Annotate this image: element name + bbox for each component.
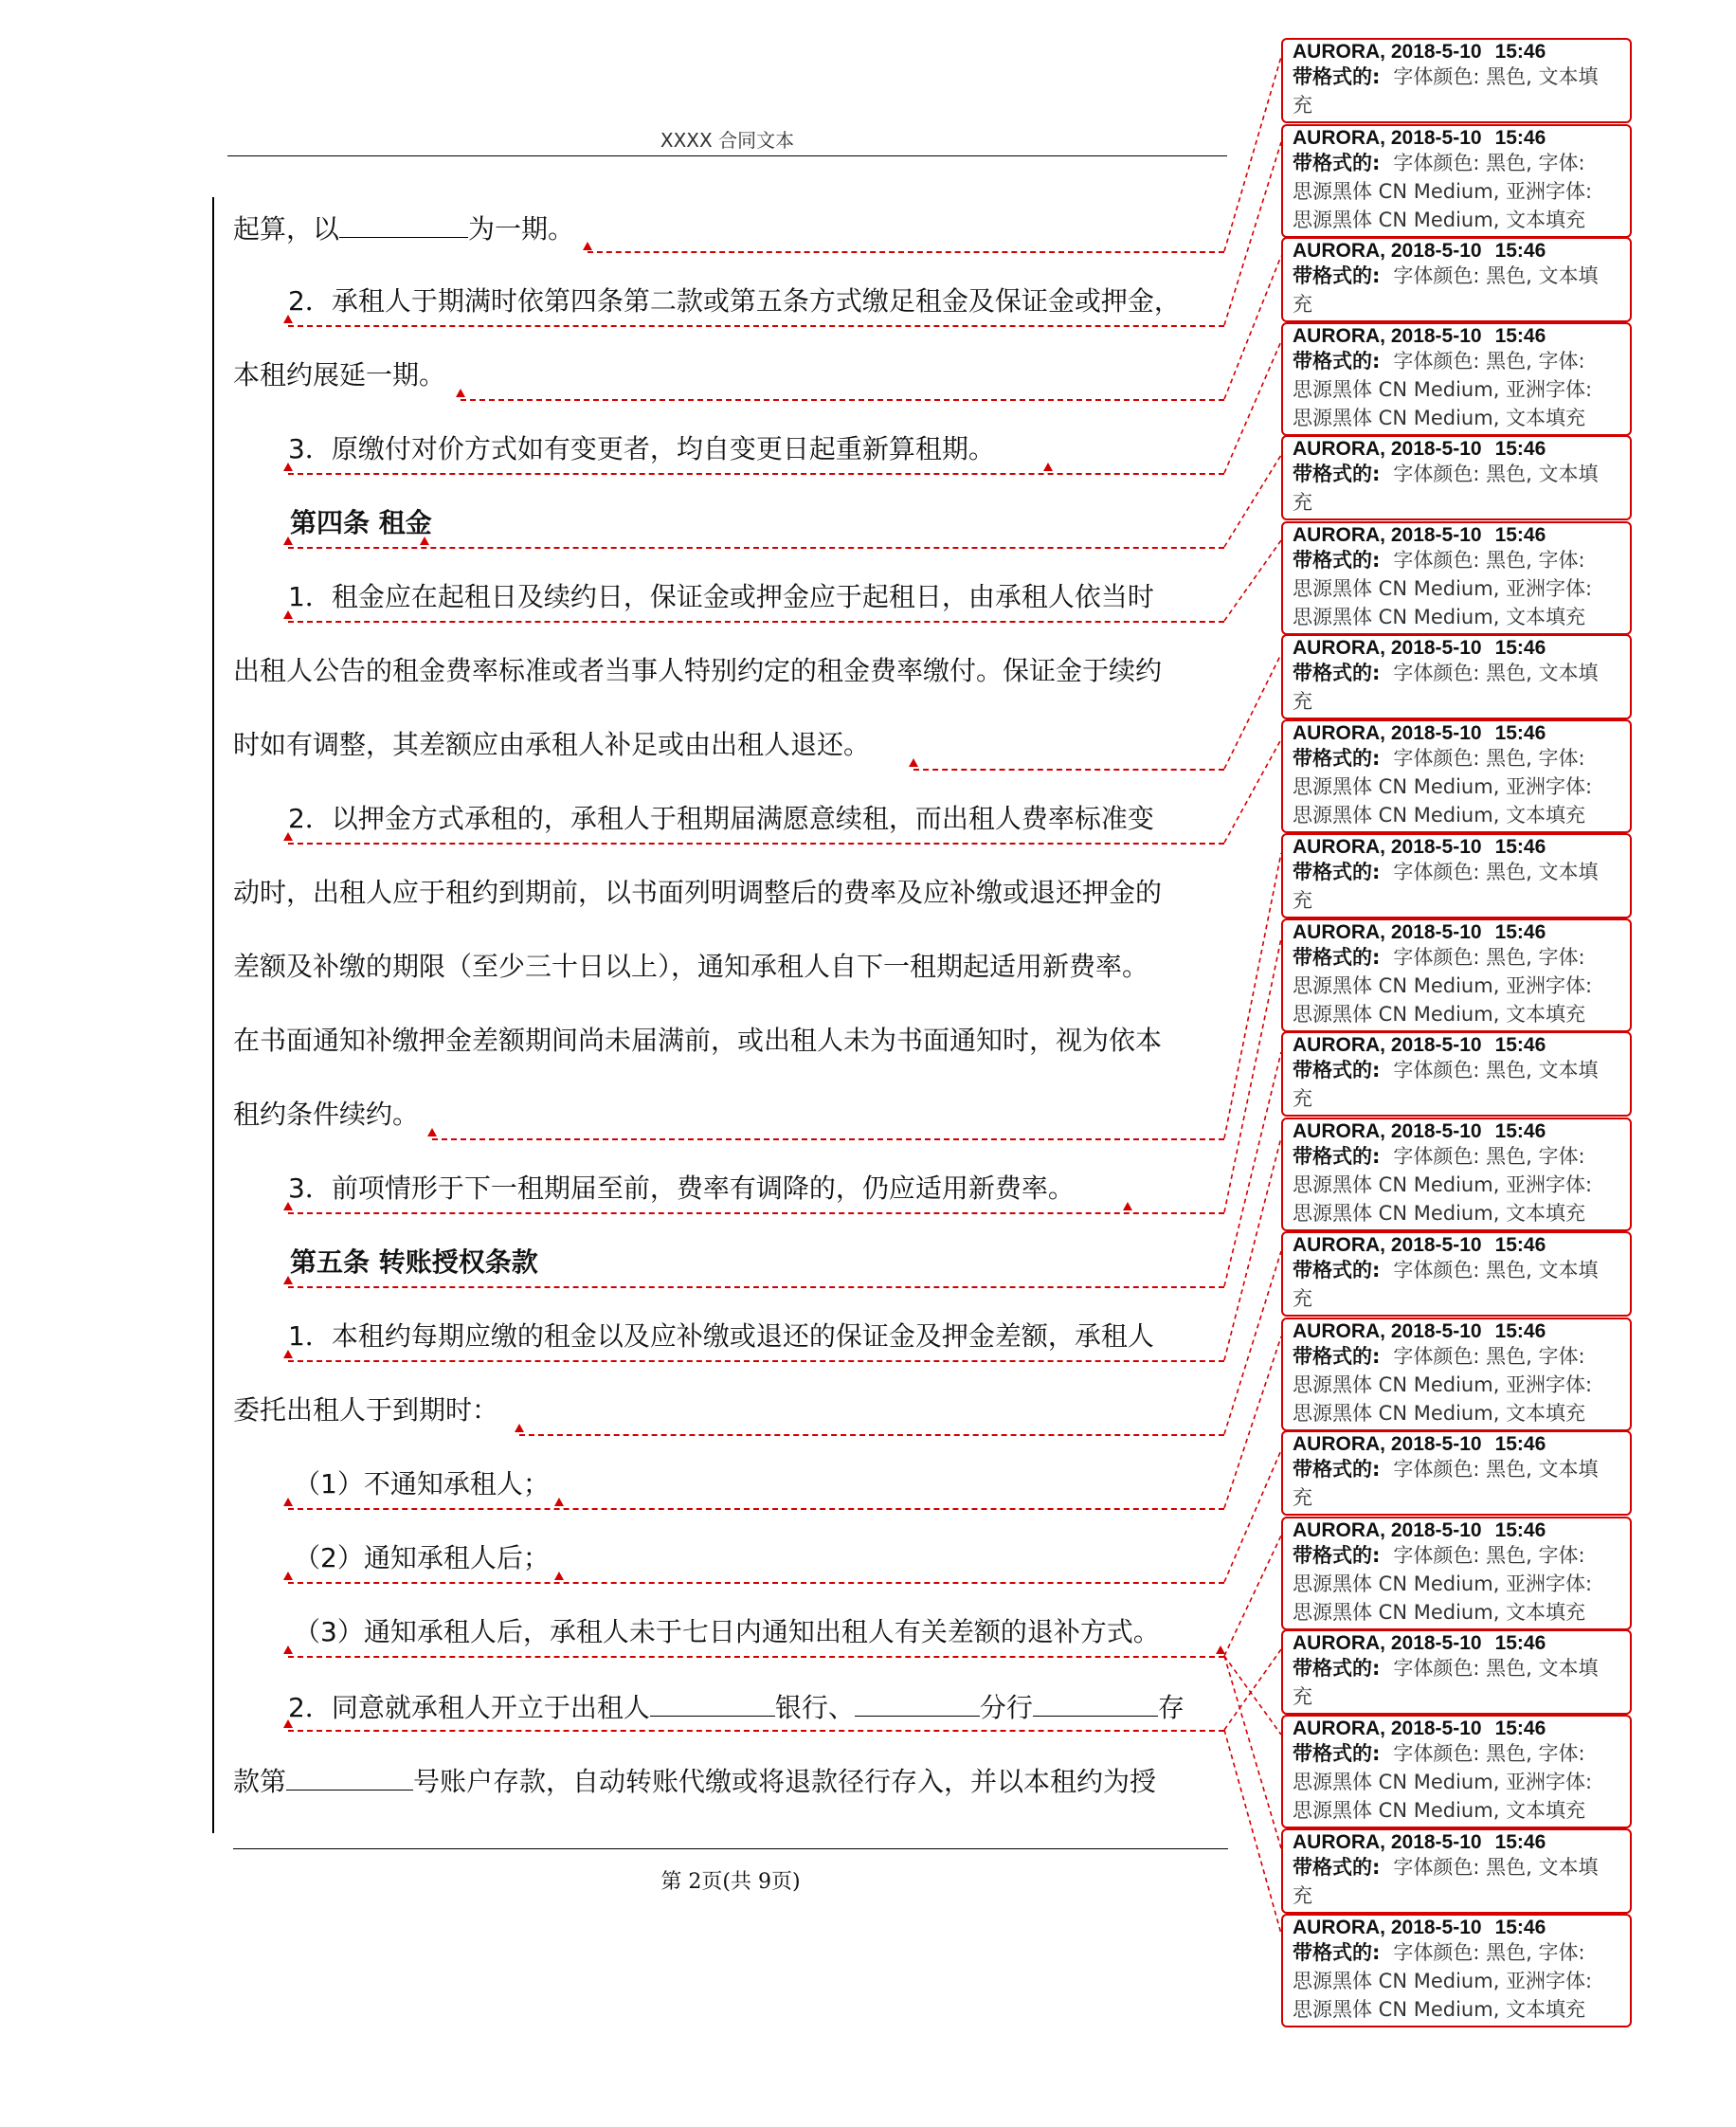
article-heading: 第五条 转账授权条款 (290, 1246, 538, 1278)
revision-caret (283, 536, 293, 545)
comment-text: 充 (1293, 1287, 1312, 1310)
comment-text: 充 (1293, 491, 1312, 514)
comment-text: 带格式的: 字体颜色: 黑色, 字体: (1293, 1941, 1585, 1964)
body-line: 1．租金应在起租日及续约日，保证金或押金应于起租日，由承租人依当时 (288, 581, 1154, 612)
body-line: 时如有调整，其差额应由承租人补足或由出租人退还。 (233, 729, 871, 760)
comment-balloon[interactable] (1281, 1715, 1632, 1828)
comment-author: AURORA, 2018-5-10 15:46 (1293, 1034, 1546, 1056)
revision-caret (1043, 463, 1053, 471)
comment-balloon[interactable] (1281, 1629, 1632, 1715)
comment-text: 思源黑体 CN Medium, 文本填充 (1293, 209, 1586, 231)
revision-caret (515, 1424, 524, 1432)
revision-underline (288, 1286, 1224, 1288)
revision-caret (283, 1572, 293, 1580)
body-text: 存 (1157, 1692, 1184, 1723)
comment-text: 带格式的: 字体颜色: 黑色, 文本填 (1293, 662, 1599, 684)
comment-text: 带格式的: 字体颜色: 黑色, 文本填 (1293, 65, 1599, 88)
revision-underline (288, 1582, 1224, 1584)
comment-text: 思源黑体 CN Medium, 文本填充 (1293, 1601, 1586, 1624)
revision-underline (288, 473, 1224, 475)
comment-author: AURORA, 2018-5-10 15:46 (1293, 836, 1546, 858)
comment-balloon[interactable] (1281, 833, 1632, 918)
revision-underline (913, 769, 1224, 771)
body-line (288, 1687, 1184, 1727)
revision-underline (288, 843, 1224, 845)
body-text: 款第 (233, 1766, 287, 1797)
connector-line (1224, 654, 1281, 769)
comment-author: AURORA, 2018-5-10 15:46 (1293, 524, 1546, 546)
comment-balloon[interactable] (1281, 1430, 1632, 1516)
body-line (233, 1761, 1156, 1801)
comment-author: AURORA, 2018-5-10 15:46 (1293, 41, 1546, 63)
revision-underline (288, 1360, 1224, 1362)
body-line: 2．承租人于期满时依第四条第二款或第五条方式缴足租金及保证金或押金， (288, 285, 1181, 317)
revision-caret (456, 389, 465, 397)
comment-text: 思源黑体 CN Medium, 亚洲字体: (1293, 974, 1593, 997)
comment-balloon[interactable] (1281, 1118, 1632, 1231)
connector-line (1224, 1251, 1281, 1434)
comment-text: 思源黑体 CN Medium, 亚洲字体: (1293, 1173, 1593, 1196)
revision-caret (1123, 1202, 1132, 1210)
comment-text: 思源黑体 CN Medium, 亚洲字体: (1293, 1970, 1593, 1992)
comment-text: 带格式的: 字体颜色: 黑色, 字体: (1293, 946, 1585, 969)
comment-author: AURORA, 2018-5-10 15:46 (1293, 240, 1546, 262)
body-line: 出租人公告的租金费率标准或者当事人特别约定的租金费率缴付。保证金于续约 (233, 655, 1163, 686)
body-line: 租约条件续约。 (233, 1099, 420, 1130)
comment-text: 思源黑体 CN Medium, 亚洲字体: (1293, 577, 1593, 600)
revision-underline (288, 621, 1224, 623)
revision-caret (283, 610, 293, 619)
comment-text: 带格式的: 字体颜色: 黑色, 文本填 (1293, 1657, 1599, 1680)
comment-text: 思源黑体 CN Medium, 亚洲字体: (1293, 775, 1593, 798)
comment-text: 思源黑体 CN Medium, 文本填充 (1293, 804, 1586, 827)
revision-underline (288, 1730, 1224, 1732)
comment-author: AURORA, 2018-5-10 15:46 (1293, 1718, 1546, 1739)
revision-caret (427, 1128, 437, 1136)
body-line (233, 209, 574, 248)
connector-line (1224, 1336, 1281, 1508)
comment-text: 带格式的: 字体颜色: 黑色, 字体: (1293, 1345, 1585, 1368)
revision-caret (283, 315, 293, 323)
revision-caret (283, 1719, 293, 1728)
connector-line (1224, 341, 1281, 473)
comment-author: AURORA, 2018-5-10 15:46 (1293, 1120, 1546, 1142)
revision-underline (432, 1138, 1224, 1140)
comment-author: AURORA, 2018-5-10 15:46 (1293, 1433, 1546, 1455)
comment-balloon[interactable] (1281, 1828, 1632, 1914)
connector-line (1224, 739, 1281, 843)
comment-balloon[interactable] (1281, 435, 1632, 520)
comment-text: 思源黑体 CN Medium, 文本填充 (1293, 1202, 1586, 1225)
header-rule (227, 155, 1227, 156)
comment-balloon[interactable] (1281, 521, 1632, 635)
comment-text: 充 (1293, 94, 1312, 117)
comment-author: AURORA, 2018-5-10 15:46 (1293, 1234, 1546, 1256)
connector-line (1224, 256, 1281, 399)
revision-caret (909, 758, 918, 767)
revision-caret (283, 1498, 293, 1506)
comment-text: 充 (1293, 1884, 1312, 1907)
comment-author: AURORA, 2018-5-10 15:46 (1293, 1917, 1546, 1938)
revision-underline (288, 547, 1224, 549)
revision-caret (420, 536, 429, 545)
connector-line (1224, 1137, 1281, 1360)
body-text: 号账户存款，自动转账代缴或将退款径行存入，并以本租约为授 (413, 1766, 1157, 1797)
connector-line (1224, 1649, 1281, 1730)
revision-caret (283, 1350, 293, 1358)
article-heading: 第四条 租金 (290, 507, 432, 538)
revision-underline (588, 251, 1224, 253)
comment-author: AURORA, 2018-5-10 15:46 (1293, 1632, 1546, 1654)
change-bar (212, 197, 214, 1833)
body-line: 1．本租约每期应缴的租金以及应补缴或退还的保证金及押金差额，承租人 (288, 1320, 1154, 1352)
comment-author: AURORA, 2018-5-10 15:46 (1293, 921, 1546, 943)
footer-rule (233, 1848, 1228, 1849)
revision-caret (554, 1572, 564, 1580)
comment-text: 带格式的: 字体颜色: 黑色, 文本填 (1293, 264, 1599, 287)
body-text: 起算，以 (233, 213, 340, 245)
comment-text: 思源黑体 CN Medium, 亚洲字体: (1293, 1573, 1593, 1595)
revision-caret (283, 463, 293, 471)
body-line: （3）通知承租人后，承租人未于七日内通知出租人有关差额的退补方式。 (294, 1616, 1160, 1647)
body-line: （1）不通知承租人； (294, 1468, 550, 1500)
connector-line (1224, 540, 1281, 621)
comment-balloon[interactable] (1281, 1031, 1632, 1117)
comment-text: 带格式的: 字体颜色: 黑色, 字体: (1293, 350, 1585, 373)
comment-text: 思源黑体 CN Medium, 亚洲字体: (1293, 1771, 1593, 1793)
revision-caret (554, 1498, 564, 1506)
connector-line (1224, 1536, 1281, 1656)
comment-text: 思源黑体 CN Medium, 文本填充 (1293, 1998, 1586, 2021)
comment-text: 带格式的: 字体颜色: 黑色, 字体: (1293, 549, 1585, 572)
body-line: 2．以押金方式承租的，承租人于租期届满愿意续租，而出租人费率标准变 (288, 803, 1154, 834)
comment-text: 思源黑体 CN Medium, 亚洲字体: (1293, 378, 1593, 401)
comment-balloon[interactable] (1281, 38, 1632, 123)
page-footer: 第 2页(共 9页) (660, 1870, 801, 1894)
comment-text: 带格式的: 字体颜色: 黑色, 字体: (1293, 1145, 1585, 1168)
blank-field (286, 1761, 413, 1791)
body-line: 动时，出租人应于租约到期前，以书面列明调整后的费率及应补缴或退还押金的 (233, 877, 1163, 908)
comment-balloon[interactable] (1281, 1914, 1632, 2027)
comment-text: 带格式的: 字体颜色: 黑色, 文本填 (1293, 1259, 1599, 1282)
comment-text: 带格式的: 字体颜色: 黑色, 字体: (1293, 747, 1585, 770)
connector-line (1224, 1730, 1281, 1934)
comment-balloon[interactable] (1281, 1231, 1632, 1317)
body-line: 本租约展延一期。 (233, 359, 446, 391)
comment-author: AURORA, 2018-5-10 15:46 (1293, 325, 1546, 347)
comment-balloon[interactable] (1281, 322, 1632, 436)
comment-text: 带格式的: 字体颜色: 黑色, 字体: (1293, 152, 1585, 174)
body-text: 分行 (979, 1692, 1033, 1723)
connector-line (1224, 142, 1281, 325)
comment-text: 带格式的: 字体颜色: 黑色, 文本填 (1293, 861, 1599, 883)
connector-line (1224, 1052, 1281, 1286)
body-text: 为一期。 (468, 213, 575, 245)
revision-caret (283, 1202, 293, 1210)
comment-author: AURORA, 2018-5-10 15:46 (1293, 127, 1546, 149)
comment-balloon[interactable] (1281, 1517, 1632, 1630)
comment-text: 带格式的: 字体颜色: 黑色, 文本填 (1293, 1856, 1599, 1879)
comment-balloon[interactable] (1281, 918, 1632, 1032)
comment-text: 带格式的: 字体颜色: 黑色, 文本填 (1293, 463, 1599, 485)
connector-line (1224, 853, 1281, 1138)
comment-text: 思源黑体 CN Medium, 亚洲字体: (1293, 180, 1593, 203)
comment-balloon[interactable] (1281, 634, 1632, 719)
revision-caret (283, 832, 293, 841)
comment-balloon[interactable] (1281, 1318, 1632, 1431)
revision-caret (283, 1645, 293, 1654)
comment-text: 充 (1293, 1486, 1312, 1509)
comment-text: 思源黑体 CN Medium, 文本填充 (1293, 1799, 1586, 1822)
body-line: 3．原缴付对价方式如有变更者，均自变更日起重新算租期。 (288, 433, 995, 464)
comment-text: 充 (1293, 690, 1312, 713)
revision-underline (288, 1212, 1224, 1214)
revision-underline (519, 1434, 1224, 1436)
revision-underline (461, 399, 1224, 401)
comment-author: AURORA, 2018-5-10 15:46 (1293, 637, 1546, 659)
comment-text: 思源黑体 CN Medium, 文本填充 (1293, 407, 1586, 429)
connector-line (1224, 1450, 1281, 1582)
blank-field (650, 1687, 775, 1717)
body-line: 3．前项情形于下一租期届至前，费率有调降的，仍应适用新费率。 (288, 1173, 1075, 1204)
comment-text: 充 (1293, 889, 1312, 912)
comment-balloon[interactable] (1281, 719, 1632, 833)
body-line: （2）通知承租人后； (294, 1542, 550, 1573)
comment-text: 充 (1293, 293, 1312, 316)
comment-text: 思源黑体 CN Medium, 文本填充 (1293, 1402, 1586, 1425)
comment-text: 思源黑体 CN Medium, 亚洲字体: (1293, 1373, 1593, 1396)
comment-text: 思源黑体 CN Medium, 文本填充 (1293, 606, 1586, 628)
body-line: 在书面通知补缴押金差额期间尚未届满前，或出租人未为书面通知时，视为依本 (233, 1025, 1163, 1056)
revision-caret (583, 242, 592, 250)
connector-line (1224, 455, 1281, 547)
connector-line (1224, 1656, 1281, 1848)
comment-author: AURORA, 2018-5-10 15:46 (1293, 1831, 1546, 1853)
comment-balloon[interactable] (1281, 237, 1632, 322)
comment-text: 思源黑体 CN Medium, 文本填充 (1293, 1003, 1586, 1026)
body-line: 委托出租人于到期时： (233, 1394, 499, 1426)
comment-text: 充 (1293, 1685, 1312, 1708)
comment-author: AURORA, 2018-5-10 15:46 (1293, 1519, 1546, 1541)
body-text: 银行、 (774, 1692, 855, 1723)
connector-line (1224, 938, 1281, 1212)
connector-line (1224, 57, 1281, 251)
revision-caret (1216, 1645, 1225, 1654)
body-text: 2．同意就承租人开立于出租人 (288, 1692, 650, 1723)
blank-field (339, 209, 468, 238)
body-line: 差额及补缴的期限（至少三十日以上），通知承租人自下一租期起适用新费率。 (233, 951, 1149, 982)
comment-text: 带格式的: 字体颜色: 黑色, 文本填 (1293, 1059, 1599, 1082)
comment-author: AURORA, 2018-5-10 15:46 (1293, 438, 1546, 460)
comment-text: 充 (1293, 1087, 1312, 1110)
blank-field (855, 1687, 980, 1717)
blank-field (1033, 1687, 1158, 1717)
revision-underline (288, 1656, 1224, 1658)
comment-author: AURORA, 2018-5-10 15:46 (1293, 1320, 1546, 1342)
page-header: XXXX 合同文本 (660, 129, 795, 152)
comment-text: 带格式的: 字体颜色: 黑色, 字体: (1293, 1544, 1585, 1567)
comment-text: 带格式的: 字体颜色: 黑色, 文本填 (1293, 1458, 1599, 1481)
comment-author: AURORA, 2018-5-10 15:46 (1293, 722, 1546, 744)
revision-underline (288, 325, 1224, 327)
revision-underline (288, 1508, 1224, 1510)
connector-line (1224, 1656, 1281, 1735)
comment-balloon[interactable] (1281, 124, 1632, 238)
revision-caret (283, 1276, 293, 1284)
comment-text: 带格式的: 字体颜色: 黑色, 字体: (1293, 1742, 1585, 1765)
